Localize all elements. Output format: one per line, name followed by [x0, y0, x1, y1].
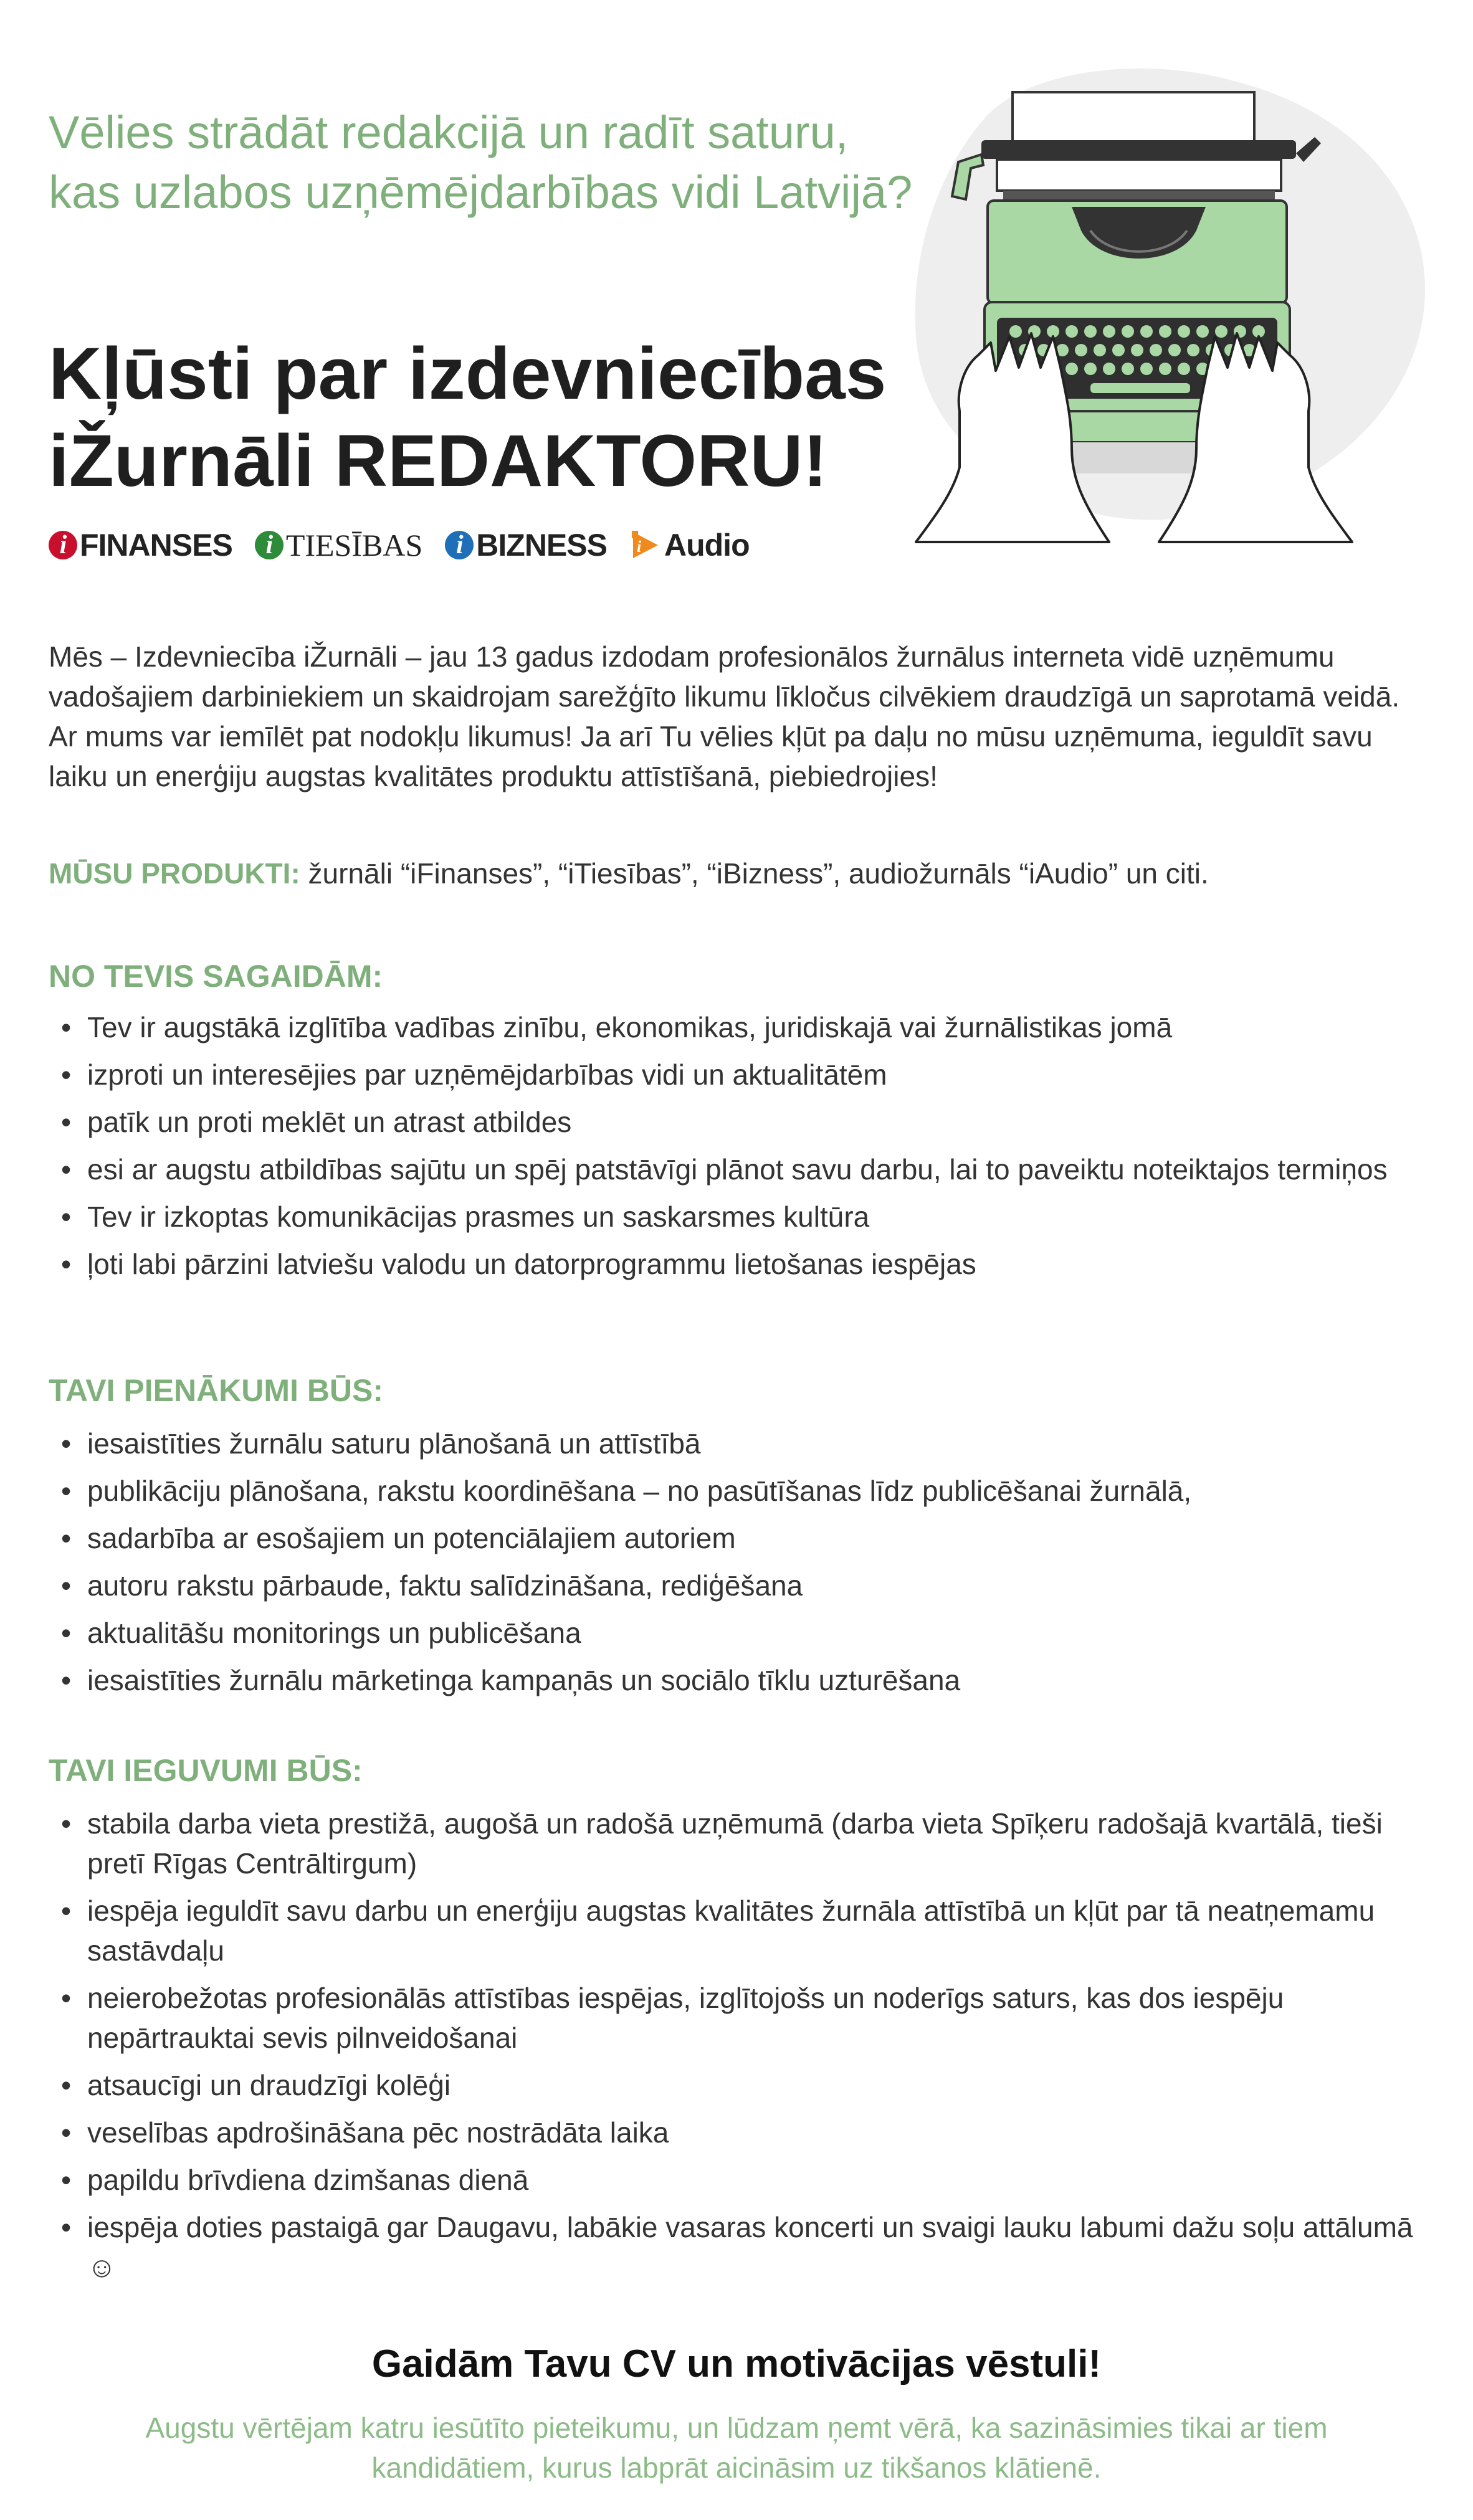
finanses-i-icon: i: [49, 531, 77, 559]
section-heading-duties: TAVI PIENĀKUMI BŪS:: [49, 1373, 384, 1408]
brand-bizness-logo: [445, 527, 607, 563]
list-item: • stabila darba vieta prestižā, augošā un radošā uzņēmumā (darba vieta Spīķeru radošajā kvartālā, tieši pretī Rīgas Centrāltirgum): [49, 1804, 1432, 1883]
requirements-list: [49, 1007, 1432, 1291]
typewriter-with-hands-icon: [885, 44, 1446, 561]
list-item: • patīk un proti meklēt un atrast atbildes: [49, 1102, 1432, 1142]
list-item: • ļoti labi pārzini latviešu valodu un datorprogrammu lietošanas iespējas: [49, 1244, 1432, 1284]
products-label: MŪSU PRODUKTI:: [49, 857, 300, 890]
list-item: • veselības apdrošināšana pēc nostrādāta laika: [49, 2113, 1432, 2152]
list-item: • publikāciju plānošana, rakstu koordinēšana – no pasūtīšanas līdz publicēšanai žurnālā,: [49, 1471, 1432, 1511]
brand-logos: [49, 523, 772, 567]
headline: Vēlies strādāt redakcijā un radīt saturu, kas uzlabos uzņēmējdarbības vidi Latvijā?: [49, 107, 913, 218]
svg-text:i: i: [636, 538, 641, 556]
list-item: • atsaucīgi un draudzīgi kolēģi: [49, 2065, 1432, 2105]
list-item: • autoru rakstu pārbaude, faktu salīdzināšana, rediģēšana: [49, 1566, 1432, 1605]
page-title: Kļūsti par izdevniecības iŽurnāli REDAKTORU!: [49, 333, 887, 502]
list-item: • Tev ir augstākā izglītība vadības zinību, ekonomikas, juridiskajā vai žurnālistikas jomā: [49, 1007, 1432, 1047]
audio-play-icon: [629, 530, 660, 561]
closing-title: Gaidām Tavu CV un motivācijas vēstuli!: [371, 2342, 1102, 2385]
brand-bizness-name: BIZNESS: [476, 528, 607, 563]
brand-audio-logo: [629, 527, 750, 563]
list-item: • iesaistīties žurnālu mārketinga kampaņās un sociālo tīklu uzturēšana: [49, 1660, 1432, 1700]
intro-paragraph: Mēs – Izdevniecība iŽurnāli – jau 13 gadus izdodam profesionālos žurnālus interneta vidē uzņēmumu vadošajiem darbiniekiem un skaidrojam sarežģīto likumu līkločus cilvēkiem draudzīgā un saprotamā veidā. Ar mums var iemīlēt pat nodokļu likumus! Ja arī Tu vēlies kļūt pa daļu no mūsu uzņēmuma, ieguldīt savu laiku un enerģiju augstas kvalitātes produktu attīstīšanā, piebiedrojies!: [49, 640, 1400, 792]
list-item: • izproti un interesējies par uzņēmējdarbības vidi un aktualitātēm: [49, 1055, 1432, 1095]
brand-tiesibas-logo: [255, 527, 422, 563]
brand-audio-name: Audio: [664, 528, 750, 563]
bizness-i-icon: i: [445, 531, 474, 559]
list-item: • esi ar augstu atbildības sajūtu un spēj patstāvīgi plānot savu darbu, lai to paveiktu noteiktajos termiņos: [49, 1149, 1432, 1189]
products-text: žurnāli “iFinanses”, “iTiesības”, “iBizness”, audiožurnāls “iAudio” un citi.: [300, 857, 1209, 890]
list-item: • papildu brīvdiena dzimšanas dienā: [49, 2160, 1432, 2200]
section-heading-requirements: NO TEVIS SAGAIDĀM:: [49, 959, 383, 994]
section-heading-benefits: TAVI IEGUVUMI BŪS:: [49, 1753, 363, 1788]
list-item: • aktualitāšu monitorings un publicēšana: [49, 1613, 1432, 1653]
closing-note: Augstu vērtējam katru iesūtīto pieteikumu, un lūdzam ņemt vērā, ka sazināsimies tikai ar tiem kandidātiem, kurus labprāt aicināsim uz tikšanos klātienē.: [145, 2412, 1328, 2484]
list-item: • iespēja ieguldīt savu darbu un enerģiju augstas kvalitātes žurnāla attīstībā un kļūt par tā neatņemamu sastāvdaļu: [49, 1891, 1432, 1971]
list-item: • neierobežotas profesionālās attīstības iespējas, izglītojošs un noderīgs saturs, kas dos iespēju nepārtrauktai sevis pilnveidošanai: [49, 1978, 1432, 2058]
list-item: • Tev ir izkoptas komunikācijas prasmes un saskarsmes kultūra: [49, 1197, 1432, 1237]
duties-list: [49, 1424, 1432, 1708]
benefits-list: [49, 1804, 1432, 2294]
products-line: [49, 853, 1426, 893]
tiesibas-i-icon: i: [255, 531, 284, 559]
list-item: • iesaistīties žurnālu saturu plānošanā un attīstībā: [49, 1424, 1432, 1463]
list-item: • iespēja doties pastaigā gar Daugavu, labākie vasaras koncerti un svaigi lauku labumi dažu soļu attālumā ☺: [49, 2207, 1432, 2287]
brand-finanses-name: FINANSES: [80, 528, 232, 563]
list-item: • sadarbība ar esošajiem un potenciālajiem autoriem: [49, 1518, 1432, 1558]
brand-finanses-logo: [49, 527, 232, 563]
brand-tiesibas-name: TIESĪBAS: [285, 528, 423, 563]
